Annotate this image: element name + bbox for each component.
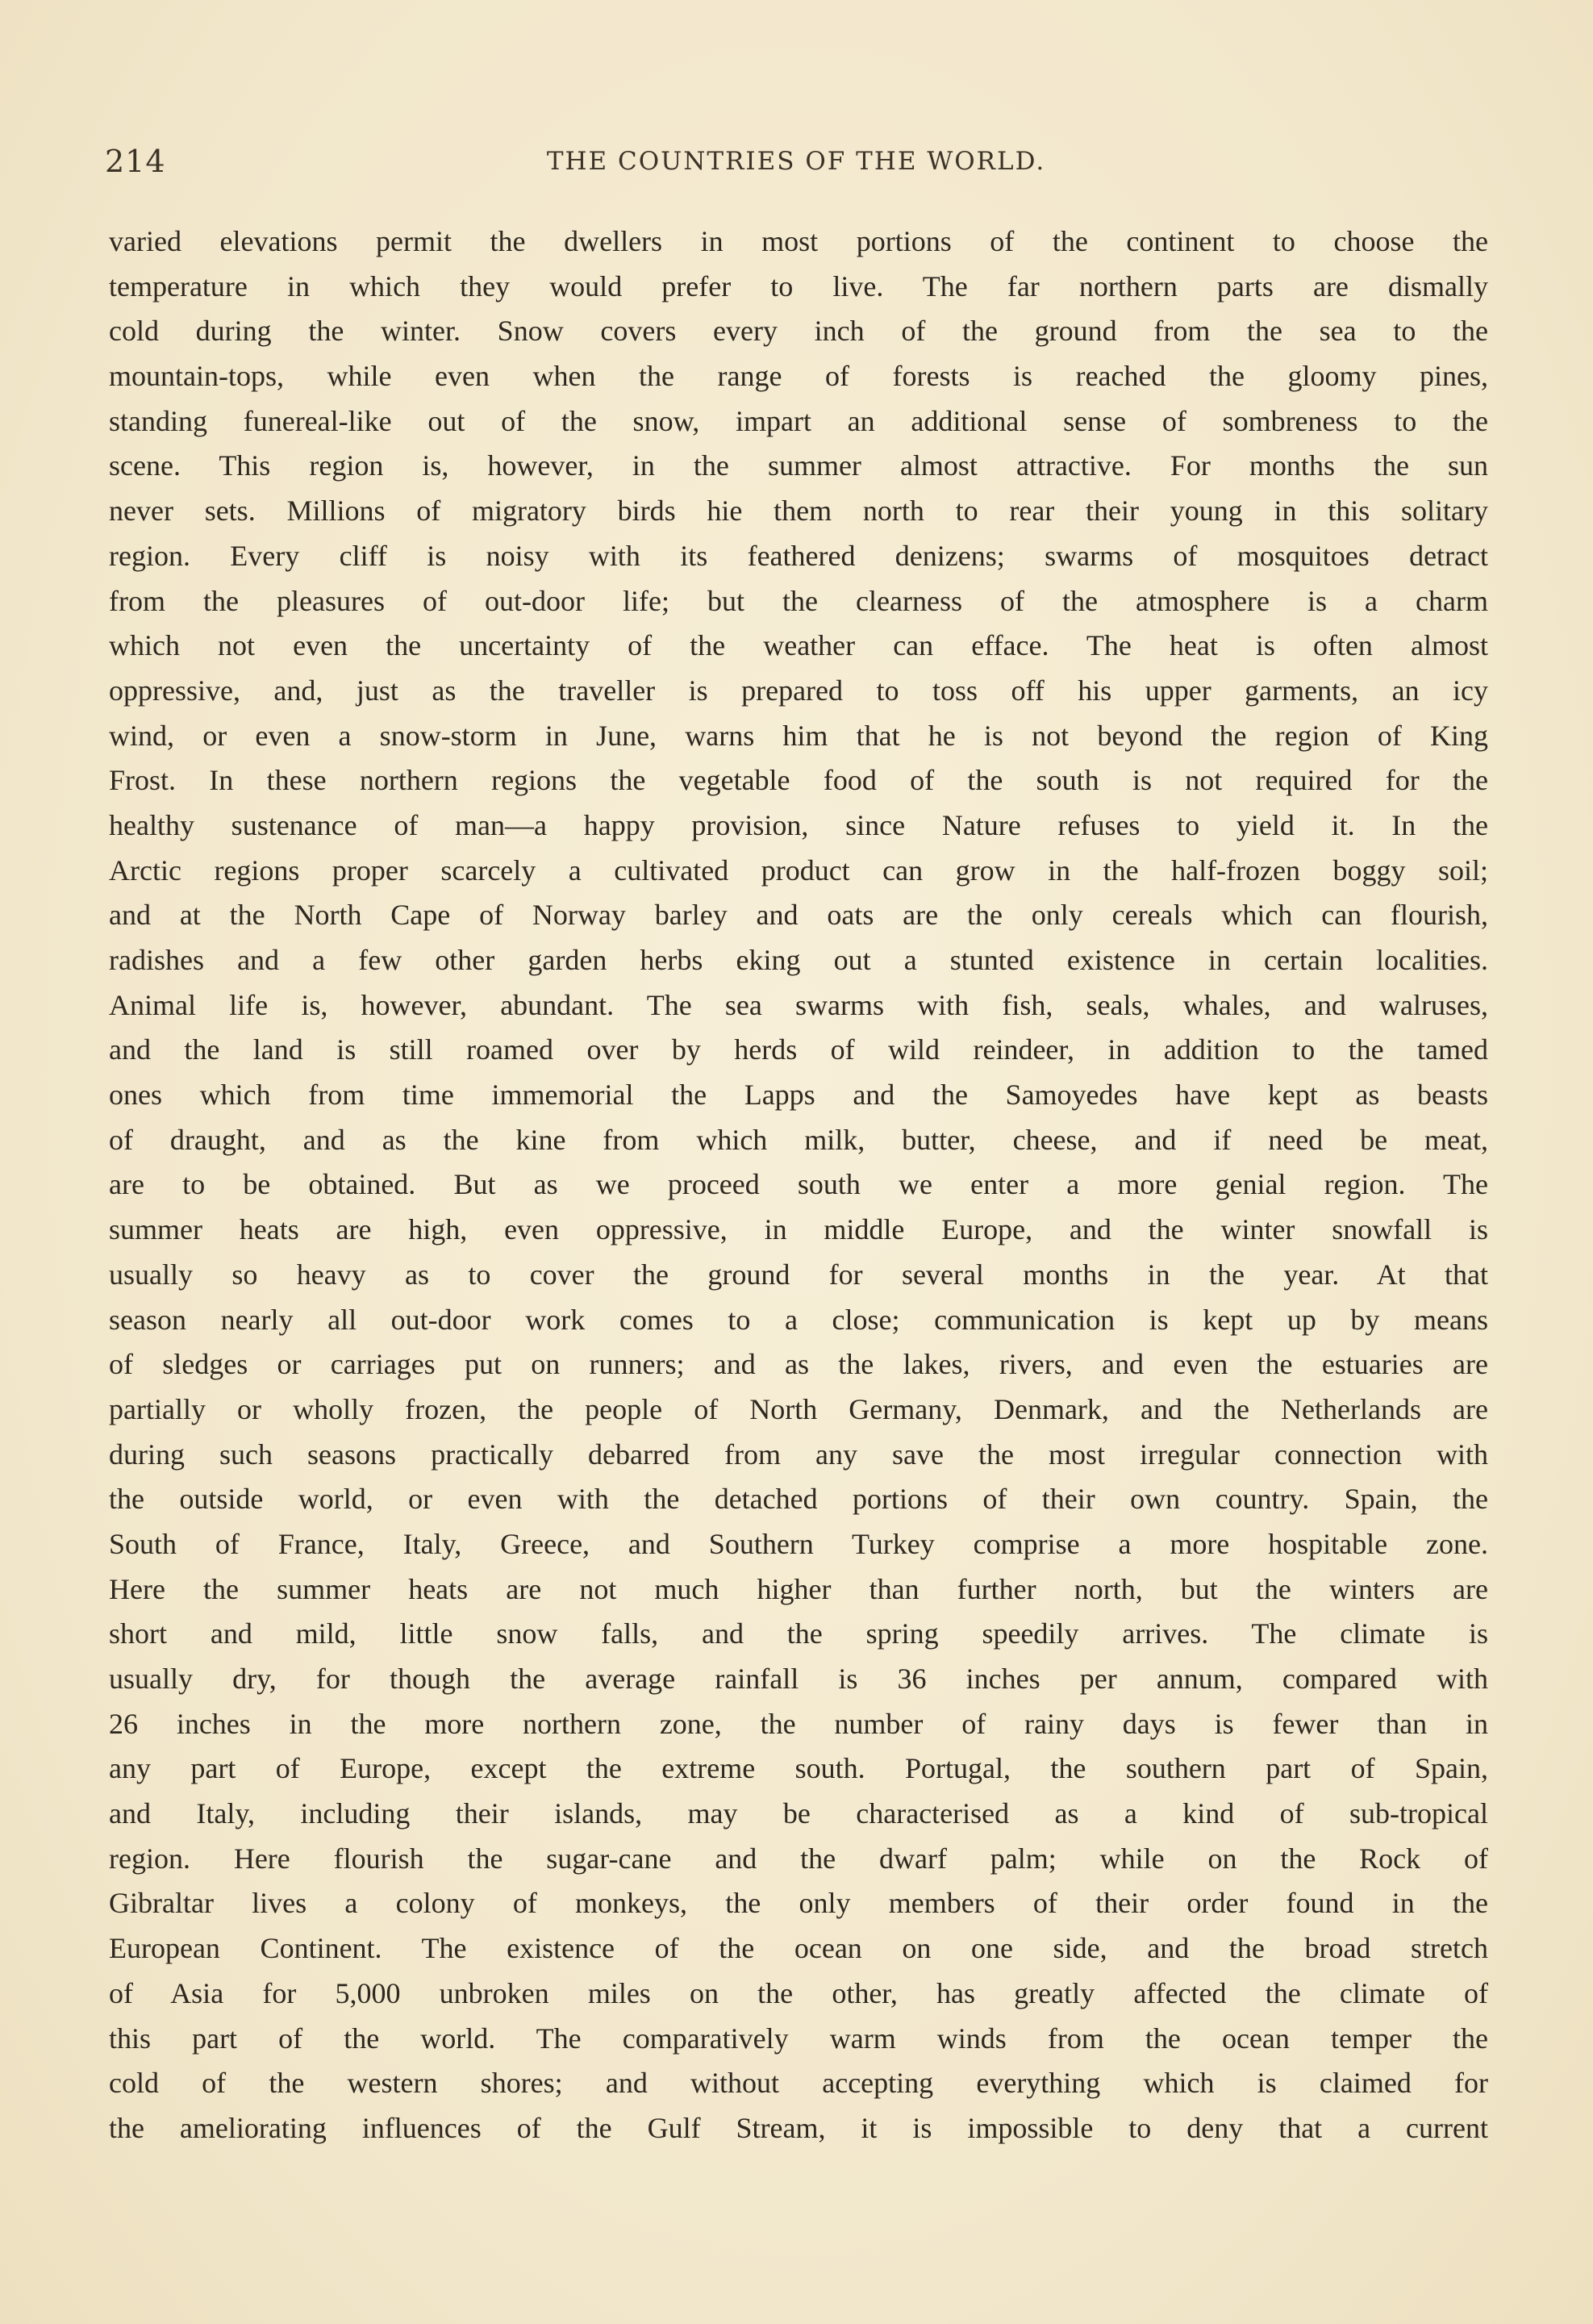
text-line: Here the summer heats are not much higher than further north, but the winters are — [109, 1572, 1488, 1605]
text-line: South of France, Italy, Greece, and Southern Turkey comprise a more hospitable zone. — [109, 1527, 1488, 1560]
text-line: season nearly all out-door work comes to a close; communication is kept up by means — [109, 1303, 1488, 1336]
text-line: mountain-tops, while even when the range of forests is reached the gloomy pines, — [109, 360, 1488, 393]
text-line: region. Every cliff is noisy with its feathered denizens; swarms of mosquitoes detract — [109, 539, 1488, 572]
text-line: standing funereal-like out of the snow, impart an additional sense of sombreness to the — [109, 404, 1488, 437]
text-line: of draught, and as the kine from which milk, butter, cheese, and if need be meat, — [109, 1123, 1488, 1156]
text-line: of sledges or carriages put on runners; and as the lakes, rivers, and even the estuaries are — [109, 1348, 1488, 1381]
text-line: are to be obtained. But as we proceed south we enter a more genial region. The — [109, 1168, 1488, 1201]
text-line: ones which from time immemorial the Lapps and the Samoyedes have kept as beasts — [109, 1079, 1488, 1112]
text-line: varied elevations permit the dwellers in most portions of the continent to choose the — [109, 225, 1488, 257]
text-line: and at the North Cape of Norway barley and oats are the only cereals which can flourish, — [109, 899, 1488, 932]
text-line: this part of the world. The comparatively warm winds from the ocean temper the — [109, 2022, 1488, 2055]
text-line: the outside world, or even with the detached portions of their own country. Spain, the — [109, 1483, 1488, 1516]
text-line: scene. This region is, however, in the summer almost attractive. For months the sun — [109, 449, 1488, 482]
text-line: during such seasons practically debarred from any save the most irregular connection with — [109, 1437, 1488, 1471]
body-text — [109, 219, 1488, 2151]
text-line: partially or wholly frozen, the people of North Germany, Denmark, and the Netherlands are — [109, 1392, 1488, 1425]
text-line: short and mild, little snow falls, and the spring speedily arrives. The climate is — [109, 1617, 1488, 1650]
text-line: region. Here flourish the sugar-cane and the dwarf palm; while on the Rock of — [109, 1842, 1488, 1875]
text-line: Gibraltar lives a colony of monkeys, the only members of their order found in the — [109, 1887, 1488, 1920]
text-line: the ameliorating influences of the Gulf Stream, it is impossible to deny that a current — [109, 2111, 1488, 2144]
text-line: and the land is still roamed over by herds of wild reindeer, in addition to the tamed — [109, 1033, 1488, 1066]
text-line: cold during the winter. Snow covers every inch of the ground from the sea to the — [109, 315, 1488, 348]
text-line: radishes and a few other garden herbs eking out a stunted existence in certain localities. — [109, 944, 1488, 976]
page-number: 214 — [105, 144, 166, 179]
text-line: healthy sustenance of man—a happy provision, since Nature refuses to yield it. In the — [109, 808, 1488, 841]
text-line: which not even the uncertainty of the weather can efface. The heat is often almost — [109, 629, 1488, 662]
text-line: any part of Europe, except the extreme south. Portugal, the southern part of Spain, — [109, 1752, 1488, 1785]
text-line: usually dry, for though the average rainfall is 36 inches per annum, compared with — [109, 1663, 1488, 1695]
text-line: never sets. Millions of migratory birds hie them north to rear their young in this solitary — [109, 494, 1488, 528]
text-line: and Italy, including their islands, may be characterised as a kind of sub-tropical — [109, 1797, 1488, 1830]
text-line: 26 inches in the more northern zone, the number of rainy days is fewer than in — [109, 1707, 1488, 1740]
text-line: of Asia for 5,000 unbroken miles on the other, has greatly affected the climate of — [109, 1976, 1488, 2009]
text-line: summer heats are high, even oppressive, in middle Europe, and the winter snowfall is — [109, 1213, 1488, 1246]
text-line: usually so heavy as to cover the ground for several months in the year. At that — [109, 1258, 1488, 1291]
text-line: cold of the western shores; and without accepting everything which is claimed for — [109, 2067, 1488, 2100]
text-line: Animal life is, however, abundant. The sea swarms with fish, seals, whales, and walruses, — [109, 988, 1488, 1021]
text-line: temperature in which they would prefer to live. The far northern parts are dismally — [109, 269, 1488, 302]
text-line: oppressive, and, just as the traveller is prepared to toss off his upper garments, an icy — [109, 674, 1488, 707]
text-line: Frost. In these northern regions the vegetable food of the south is not required for the — [109, 764, 1488, 797]
text-line: European Continent. The existence of the ocean on one side, and the broad stretch — [109, 1932, 1488, 1965]
page-header — [105, 144, 1487, 184]
text-line: Arctic regions proper scarcely a cultivated product can grow in the half-frozen boggy soil; — [109, 853, 1488, 887]
running-title: THE COUNTRIES OF THE WORLD. — [546, 147, 1046, 176]
text-line: wind, or even a snow-storm in June, warns him that he is not beyond the region of King — [109, 719, 1488, 752]
text-line: from the pleasures of out-door life; but the clearness of the atmosphere is a charm — [109, 584, 1488, 617]
